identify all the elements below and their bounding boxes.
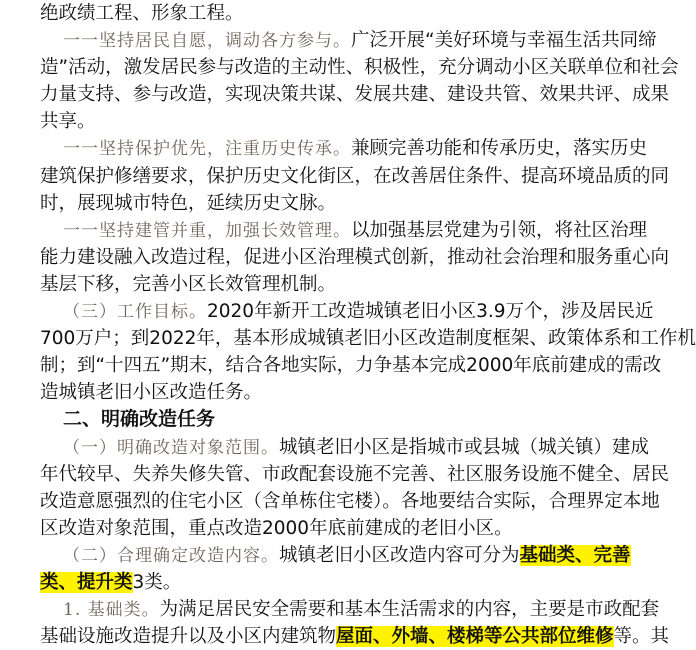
paragraph-line	[40, 461, 670, 488]
paragraph-line	[40, 271, 588, 298]
paragraph-line	[40, 108, 588, 135]
body-text: 绝政绩工程、形象工程。	[40, 3, 244, 24]
paragraph-line	[40, 27, 657, 54]
body-text: 能力建设融入改造过程，促进小区治理模式创新，推动社会治理和服务重心向	[40, 246, 670, 268]
body-text: 共享。	[40, 111, 96, 133]
paragraph-line	[40, 379, 588, 406]
body-text: 力量支持、参与改造，实现决策共谋、发展共建、建设共管、效果共评、成果	[40, 84, 670, 106]
paragraph-line	[40, 190, 588, 217]
paragraph-line	[40, 135, 648, 162]
body-text: 造”活动，激发居民参与改造的主动性、积极性，充分调动小区关联单位和社会	[40, 57, 679, 79]
body-text: 等。其	[613, 626, 670, 648]
body-text: 年代较早、失养失修失管、市政配套设施不完善、社区服务设施不健全、居民	[40, 463, 670, 485]
lead-phrase: （二）合理确定改造内容。	[63, 545, 279, 566]
body-text: 3类。	[132, 571, 182, 593]
body-text: 建筑保护修缮要求，保护历史文化街区，在改善居住条件、提高环境品质的同	[40, 165, 670, 187]
document-body	[40, 0, 696, 650]
body-text: 造城镇老旧小区改造任务。	[40, 382, 263, 404]
body-text: 2020年新开工改造城镇老旧小区3.9万个，涉及居民近	[207, 301, 654, 323]
body-text: 区改造对象范围，重点改造2000年底前建成的老旧小区。	[40, 517, 513, 539]
body-text: 广泛开展“美好环境与幸福生活共同缔	[351, 30, 657, 52]
body-text: 为满足居民安全需要和基本生活需求的内容，主要是市政配套	[159, 599, 660, 621]
paragraph-line	[40, 163, 670, 190]
body-text: 改造意愿强烈的住宅小区（含单栋住宅楼）。各地要结合实际，合理界定本地	[40, 490, 660, 512]
highlighted-text: 屋面、外墙、楼梯等公共部位维修	[336, 626, 614, 648]
lead-phrase: （三）工作目标。	[63, 302, 207, 323]
paragraph-line	[40, 434, 650, 461]
body-text: 700万户；到2022年，基本形成城镇老旧小区改造制度框架、政策体系和工作机	[40, 328, 696, 350]
body-text: 以加强基层党建为引领，将社区治理	[351, 219, 648, 241]
paragraph-line	[40, 515, 588, 542]
lead-phrase: 一一坚持居民自愿，调动各方参与。	[63, 31, 351, 52]
body-text: 二、明确改造任务	[63, 408, 216, 431]
paragraph-line	[40, 325, 696, 352]
paragraph-line	[40, 352, 662, 379]
paragraph-line	[40, 0, 588, 27]
paragraph-line	[40, 596, 660, 623]
section-heading	[40, 406, 588, 433]
highlighted-text: 基础类、完善	[519, 544, 631, 566]
body-text: 制；到“十四五”期末，结合各地实际，力争基本完成2000年底前建成的需改	[40, 355, 662, 377]
body-text: 城镇老旧小区是指城市或县城（城关镇）建成	[279, 436, 650, 458]
lead-phrase: （一）明确改造对象范围。	[63, 437, 279, 458]
lead-phrase: 一一坚持保护优先，注重历史传承。	[63, 139, 351, 160]
body-text: 基层下移，完善小区长效管理机制。	[40, 273, 337, 295]
paragraph-line	[40, 217, 648, 244]
body-text: 时，展现城市特色，延续历史文脉。	[40, 192, 337, 214]
body-text: 城镇老旧小区改造内容可分为	[279, 544, 520, 566]
paragraph-line	[40, 81, 670, 108]
body-text: 兼顾完善功能和传承历史，落实历史	[351, 138, 648, 160]
lead-phrase: 1. 基础类。	[63, 600, 160, 621]
paragraph-line	[40, 623, 670, 650]
paragraph-line	[40, 54, 679, 81]
paragraph-line	[40, 542, 631, 569]
paragraph-line	[40, 244, 670, 271]
lead-phrase: 一一坚持建管并重，加强长效管理。	[63, 220, 351, 241]
paragraph-line	[40, 569, 588, 596]
paragraph-line	[40, 298, 654, 325]
paragraph-line	[40, 488, 660, 515]
body-text: 基础设施改造提升以及小区内建筑物	[40, 626, 337, 648]
highlighted-text: 类、提升类	[40, 571, 133, 593]
